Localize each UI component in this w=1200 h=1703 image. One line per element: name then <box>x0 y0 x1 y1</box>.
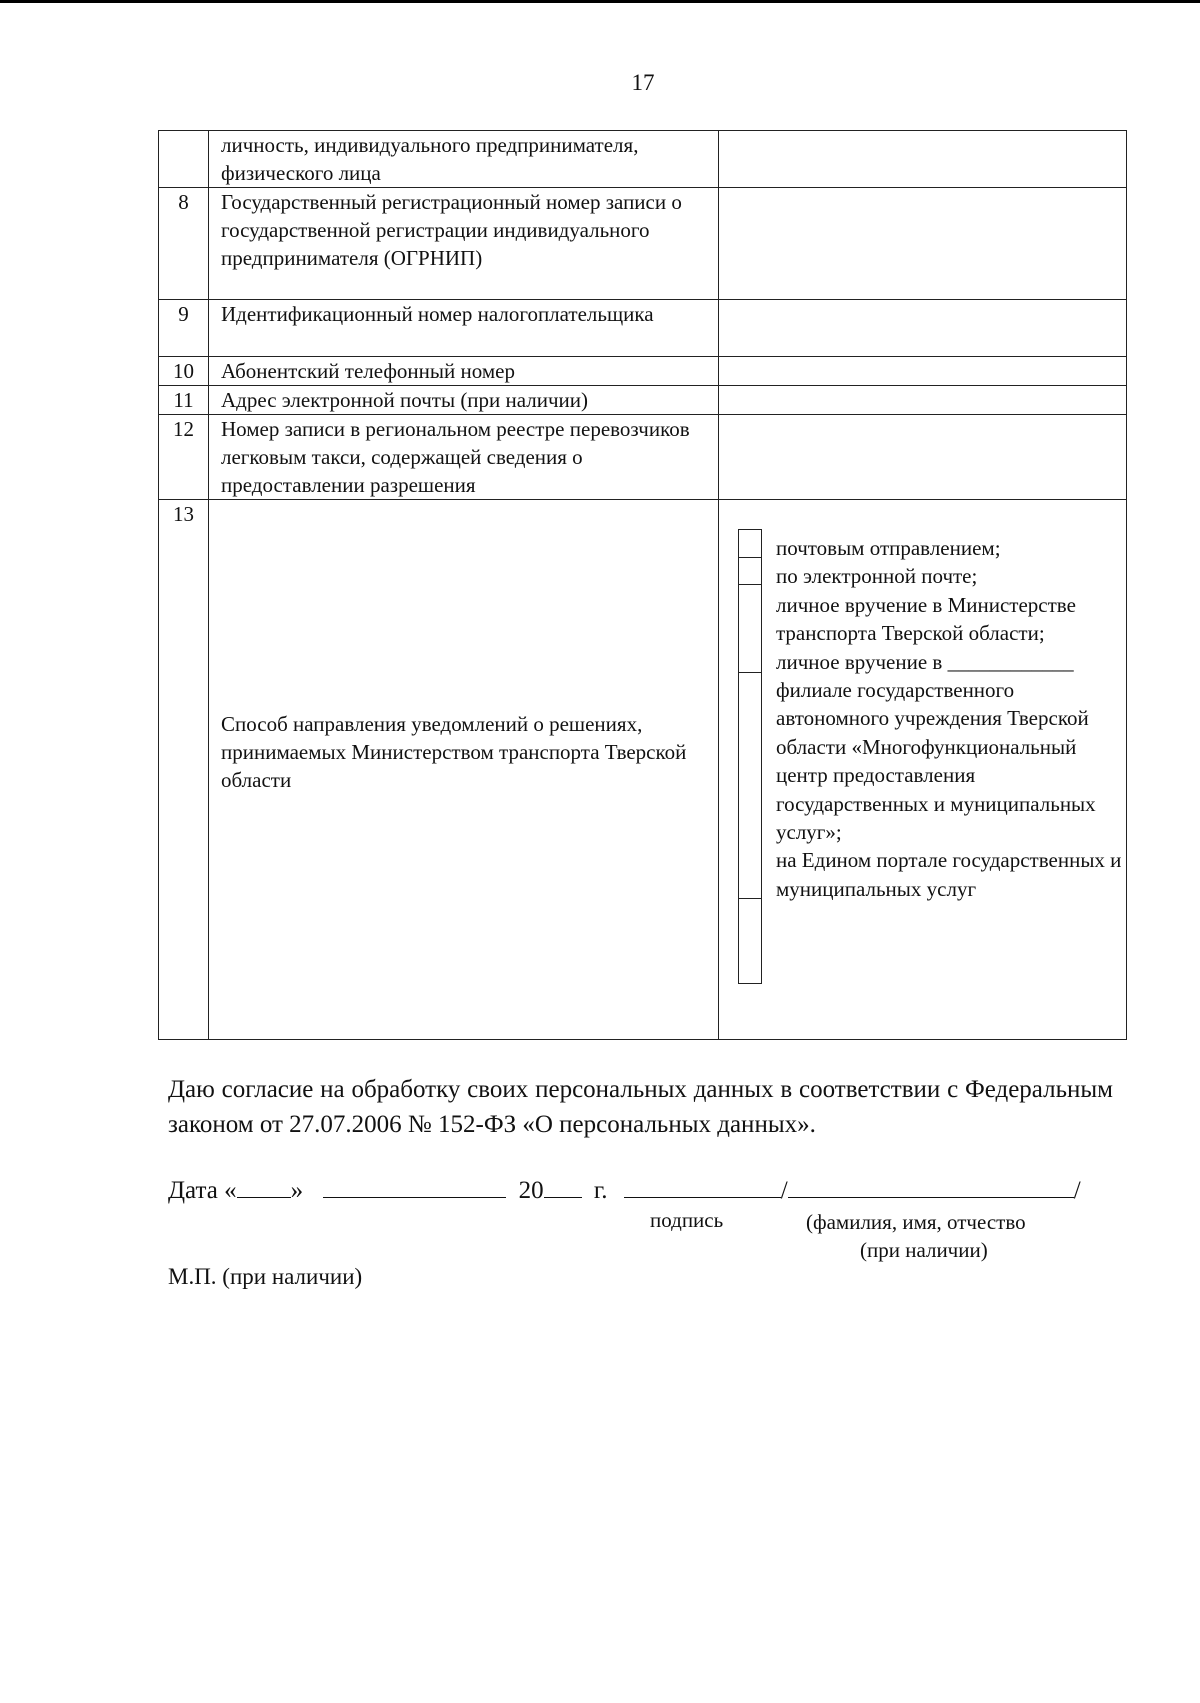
name-caption: (фамилия, имя, отчество <box>806 1210 1026 1234</box>
notification-method-row <box>159 500 1127 1040</box>
row-label: Абонентский телефонный номер <box>209 357 719 386</box>
row-number: 9 <box>159 300 209 357</box>
table-row <box>159 300 1127 357</box>
row-label: личность, индивидуального предпринимателя, физического лица <box>209 131 719 188</box>
row-value-field[interactable] <box>719 386 1127 415</box>
row-number: 13 <box>159 500 209 1040</box>
table-row <box>159 386 1127 415</box>
signature-caption: подпись <box>650 1208 724 1232</box>
name-caption-note: (при наличии) <box>860 1238 988 1262</box>
option-postal: почтовым отправлением; <box>776 536 1001 560</box>
date-month-field[interactable] <box>323 1174 506 1198</box>
row-label: Идентификационный номер налогоплательщика <box>209 300 719 357</box>
option-gosuslugi-portal: на Едином портале государственных и муниципальных услуг <box>776 848 1122 901</box>
signature-field[interactable] <box>624 1174 781 1198</box>
checkbox-ministry-delivery[interactable] <box>738 584 762 673</box>
option-mfc-delivery: личное вручение в ____________ филиале государственного автономного учреждения Тверской области «Многофункциональный центр предоставления государственных и муниципальных услуг»; <box>776 649 1096 845</box>
stamp-label: М.П. (при наличии) <box>168 1264 363 1289</box>
notification-method-label: Способ направления уведомлений о решениях, принимаемых Министерством транспорта Тверской области <box>209 500 719 1040</box>
checkbox-mfc-delivery[interactable] <box>738 672 762 899</box>
table-row <box>159 415 1127 500</box>
personal-data-consent: Даю согласие на обработку своих персональных данных в соответствии с Федеральным законом от 27.07.2006 № 152-ФЗ «О персональных данных». <box>168 1076 1113 1138</box>
row-value-field[interactable] <box>719 300 1127 357</box>
row-number: 12 <box>159 415 209 500</box>
signature-date-line: Дата « » 20 г. / / <box>168 1174 1081 1205</box>
notification-options-list <box>776 534 1126 903</box>
option-email: по электронной почте; <box>776 564 978 589</box>
full-name-field[interactable] <box>788 1174 1074 1198</box>
row-number: 8 <box>159 188 209 300</box>
checkbox-postal[interactable] <box>738 529 762 558</box>
date-day-field[interactable] <box>237 1174 291 1198</box>
table-row <box>159 357 1127 386</box>
page-number: 17 <box>631 70 655 95</box>
notification-options-cell <box>719 500 1127 1040</box>
row-value-field[interactable] <box>719 188 1127 300</box>
row-number <box>159 131 209 188</box>
row-label: Адрес электронной почты (при наличии) <box>209 386 719 415</box>
date-year-field[interactable] <box>544 1174 582 1198</box>
checkbox-email[interactable] <box>738 557 762 585</box>
row-number: 11 <box>159 386 209 415</box>
option-ministry-delivery: личное вручение в Министерстве транспорта Тверской области; <box>776 592 1076 646</box>
table-row <box>159 131 1127 188</box>
row-number: 10 <box>159 357 209 386</box>
application-form-table <box>158 130 1127 1040</box>
table-row <box>159 188 1127 300</box>
checkbox-gosuslugi-portal[interactable] <box>738 898 762 984</box>
row-value-field[interactable] <box>719 415 1127 500</box>
top-border-line <box>0 0 1200 3</box>
row-value-field[interactable] <box>719 131 1127 188</box>
row-label: Номер записи в региональном реестре перевозчиков легковым такси, содержащей сведения о предоставлении разрешения <box>209 415 719 500</box>
row-label: Государственный регистрационный номер записи о государственной регистрации индивидуального предпринимателя (ОГРНИП) <box>209 188 719 300</box>
row-value-field[interactable] <box>719 357 1127 386</box>
